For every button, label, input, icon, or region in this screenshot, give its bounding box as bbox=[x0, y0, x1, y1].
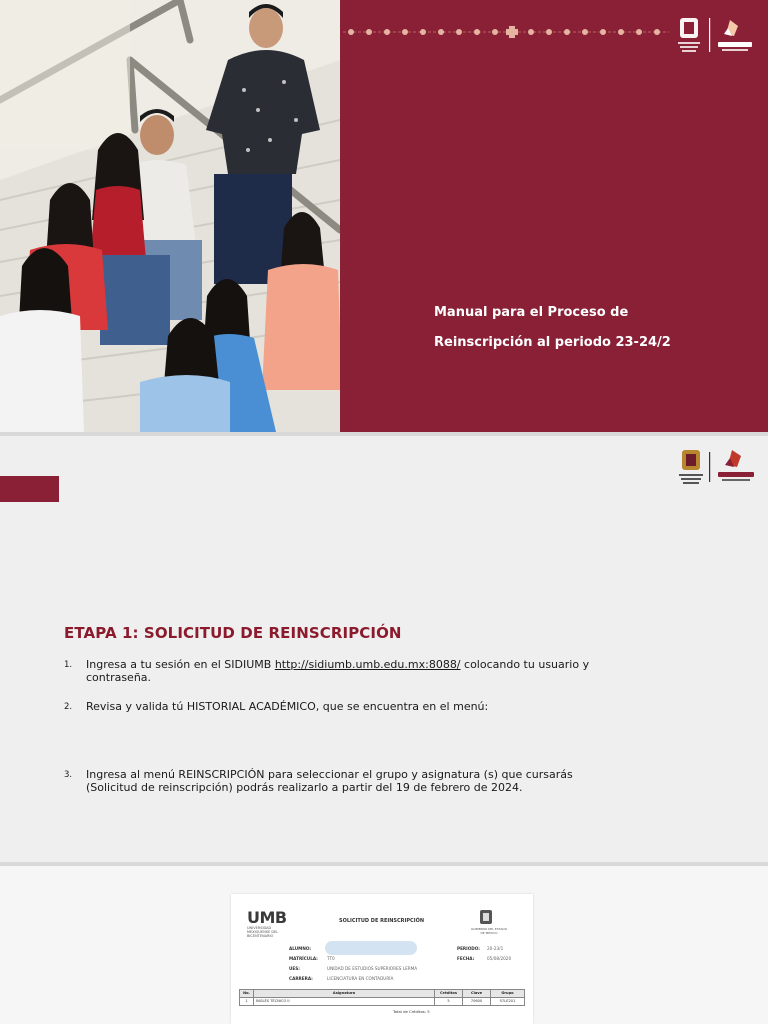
field-label: UES: bbox=[289, 966, 300, 971]
step-text bbox=[86, 658, 624, 684]
field-label: MATRÍCULA: bbox=[289, 956, 318, 961]
document-title: SOLICITUD DE REINSCRIPCIÓN bbox=[339, 918, 425, 924]
table-cell: 70600 bbox=[463, 997, 491, 1005]
column-header: Clave bbox=[463, 990, 491, 998]
step-item bbox=[64, 658, 624, 684]
field-label: PERIODO: bbox=[457, 946, 480, 951]
field-label: FECHA: bbox=[457, 956, 475, 961]
el-poder-de-servir-logo bbox=[718, 450, 754, 481]
total-credits-label: Total de Créditos: bbox=[393, 1009, 427, 1014]
decorative-border-ornament bbox=[341, 25, 671, 39]
cover-slide bbox=[0, 0, 768, 432]
step-text-after: colocando tu usuario y contraseña. bbox=[86, 658, 590, 684]
table-row bbox=[240, 997, 525, 1005]
estado-de-mexico-seal-icon bbox=[678, 18, 700, 52]
etapa-1-slide bbox=[0, 436, 768, 862]
table-cell: 5 bbox=[435, 997, 463, 1005]
field-value: TT0 bbox=[327, 956, 335, 961]
umb-logo-subtitle: UNIVERSIDAD MEXIQUENSE DEL BICENTENARIO bbox=[247, 926, 279, 938]
field-value: 20-23/1 bbox=[487, 946, 504, 951]
field-value: 05/08/2020 bbox=[487, 956, 512, 961]
subjects-table bbox=[239, 989, 525, 1006]
step-text: Ingresa al menú REINSCRIPCIÓN para seleccionar el grupo y asignatura (s) que cursarás (Solicitud de reinscripción) podrás realizarlo a partir del 19 de febrero de 2024. bbox=[86, 768, 573, 794]
step-number: 2. bbox=[64, 702, 73, 712]
cover-title-line-1: Manual para el Proceso de bbox=[434, 305, 629, 320]
government-logos bbox=[676, 448, 758, 488]
total-credits-value: 5 bbox=[427, 1009, 430, 1014]
seal-caption: GOBIERNO DEL ESTADO DE MÉXICO bbox=[470, 927, 508, 935]
el-poder-de-servir-logo bbox=[718, 20, 752, 51]
section-heading: ETAPA 1: SOLICITUD DE REINSCRIPCIÓN bbox=[64, 624, 402, 642]
umb-logo: UMB bbox=[247, 908, 287, 927]
solicitud-slide bbox=[0, 866, 768, 1024]
field-label: CARRERA: bbox=[289, 976, 313, 981]
column-header: Créditos bbox=[435, 990, 463, 998]
students-photo-illustration bbox=[0, 0, 340, 432]
table-cell: 57LE201 bbox=[491, 997, 525, 1005]
accent-tab bbox=[0, 476, 59, 502]
field-value: UNIDAD DE ESTUDIOS SUPERIORES LERMA bbox=[327, 966, 418, 971]
column-header: No. bbox=[240, 990, 254, 998]
step-text: Revisa y valida tú HISTORIAL ACADÉMICO, que se encuentra en el menú: bbox=[86, 700, 489, 713]
cover-title bbox=[434, 298, 734, 358]
step-number: 3. bbox=[64, 770, 73, 780]
field-value: LICENCIATURA EN CONTADURÍA bbox=[327, 976, 394, 981]
column-header: Asignatura bbox=[254, 990, 435, 998]
solicitud-document-preview bbox=[231, 894, 533, 1024]
step-text-before: Ingresa a tu sesión en el SIDIUMB bbox=[86, 658, 275, 671]
table-header-row bbox=[240, 990, 525, 998]
field-label: ALUMNO: bbox=[289, 946, 312, 951]
step-item bbox=[64, 700, 624, 714]
column-header: Grupo bbox=[491, 990, 525, 998]
estado-de-mexico-seal-icon bbox=[679, 450, 703, 484]
redacted-name bbox=[325, 941, 417, 955]
sidiumb-link[interactable]: http://sidiumb.umb.edu.mx:8088/ bbox=[274, 658, 461, 671]
government-logos bbox=[676, 14, 756, 56]
total-credits bbox=[393, 1009, 430, 1014]
table-cell: 1 bbox=[240, 997, 254, 1005]
step-number: 1. bbox=[64, 660, 73, 670]
step-item bbox=[64, 768, 624, 794]
table-cell: INGLÉS TÉCNICO II bbox=[254, 997, 435, 1005]
cover-title-line-2: Reinscripción al periodo 23-24/2 bbox=[434, 335, 671, 350]
students-photo bbox=[0, 0, 340, 432]
